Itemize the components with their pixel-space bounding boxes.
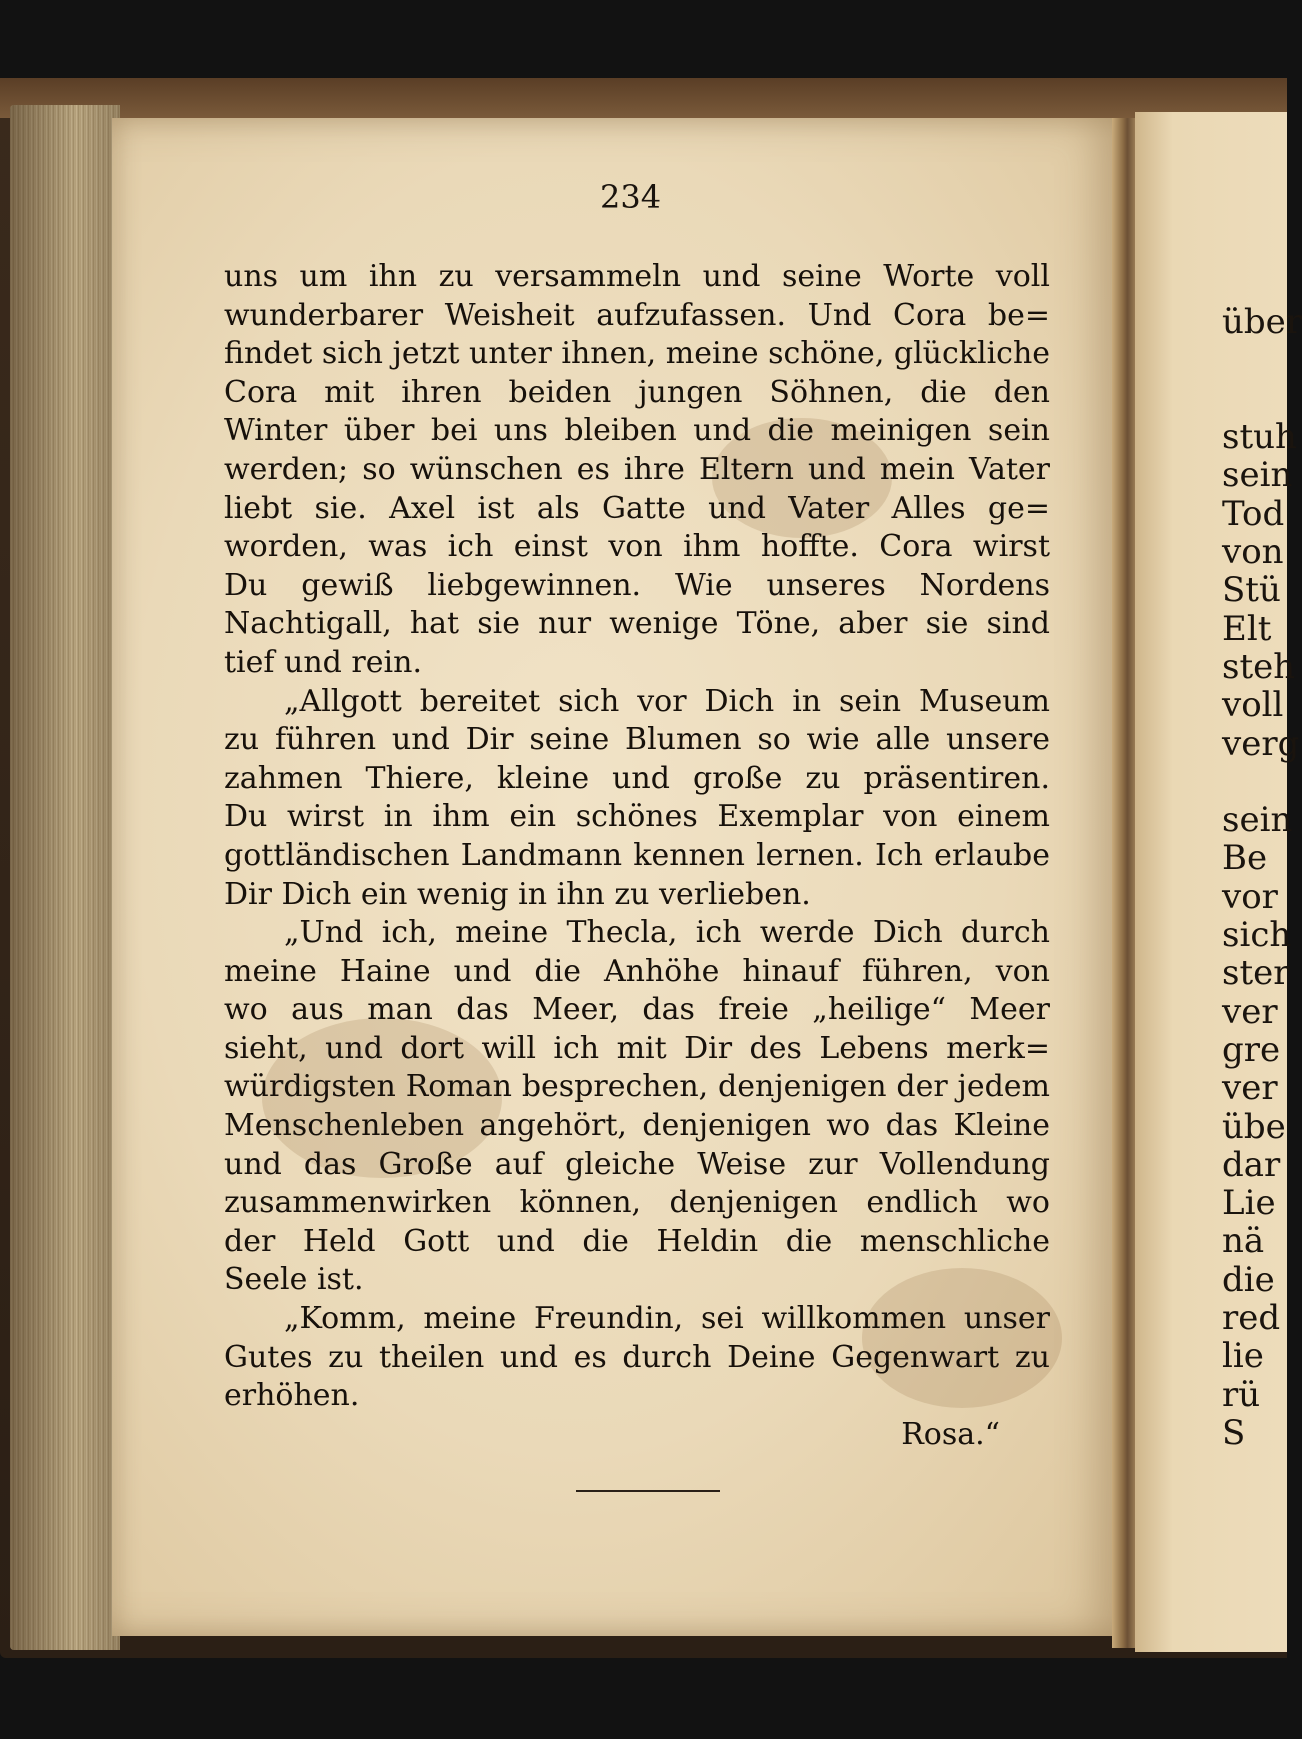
text-line: der Held Gott und die Heldin die menschliche — [224, 1223, 1050, 1259]
text-line: meine Haine und die Anhöhe hinauf führen, von — [224, 953, 1050, 989]
text-line: Du gewiß liebgewinnen. Wie unseres Nordens — [224, 567, 1050, 603]
right-page-line: von — [1222, 532, 1284, 573]
right-page-line — [1222, 342, 1287, 380]
text-line: Nachtigall, hat sie nur wenige Töne, aber sie sind — [224, 606, 1050, 642]
right-page-line: stuh — [1222, 417, 1297, 458]
text-line: worden, was ich einst von ihm hoffte. Cora wirst — [224, 529, 1050, 565]
text-line: „Allgott bereitet sich vor Dich in sein Museum — [284, 683, 1050, 719]
right-page-line: ver — [1222, 1068, 1278, 1109]
text-line: findet sich jetzt unter ihnen, meine schöne, glückliche — [224, 336, 1051, 372]
right-page-text — [1222, 265, 1302, 1453]
text-line: „Und ich, meine Thecla, ich werde Dich durch — [284, 915, 1050, 951]
right-page-line: Lie — [1222, 1183, 1276, 1224]
text-line: liebt sie. Axel ist als Gatte und Vater Alles ge= — [224, 490, 1050, 526]
text-line: wo aus man das Meer, das freie „heilige“ Meer — [224, 992, 1050, 1028]
section-divider-rule — [576, 1490, 720, 1492]
right-page-line: sein — [1222, 800, 1293, 841]
text-line: Du wirst in ihm ein schönes Exemplar von einem — [224, 799, 1050, 835]
text-line: gottländischen Landmann kennen lernen. Ich erlaube — [224, 837, 1050, 873]
right-page-line — [1222, 380, 1287, 418]
book-cover-top-edge — [0, 78, 1287, 118]
right-page-line: dar — [1222, 1144, 1281, 1185]
page-number: 234 — [600, 178, 662, 216]
right-page-line: die — [1222, 1259, 1275, 1300]
text-line: und das Große auf gleiche Weise zur Vollendung — [224, 1146, 1050, 1182]
right-page-line: ster — [1222, 953, 1290, 994]
body-text — [224, 258, 1050, 1454]
text-line: würdigsten Roman besprechen, denjenigen der jedem — [224, 1069, 1050, 1105]
text-line: zusammenwirken können, denjenigen endlich wo — [224, 1185, 1050, 1221]
right-page-line: red — [1222, 1298, 1281, 1339]
text-line: zahmen Thiere, kleine und große zu präsentiren. — [224, 760, 1050, 796]
right-page-line: steh — [1222, 646, 1296, 687]
right-page-line: Be — [1222, 838, 1268, 879]
right-page-line: rü — [1222, 1374, 1261, 1415]
right-page-line: Stü — [1222, 570, 1281, 611]
right-page-line: Tod — [1222, 493, 1285, 534]
right-page-line: verg — [1222, 723, 1300, 764]
text-line: Gutes zu theilen und es durch Deine Gegenwart zu — [224, 1339, 1050, 1375]
right-page-line: sein — [1222, 455, 1293, 496]
text-line: erhöhen. — [224, 1378, 360, 1414]
text-line: Cora mit ihren beiden jungen Söhnen, die den — [224, 374, 1050, 410]
text-line: uns um ihn zu versammeln und seine Worte voll — [224, 259, 1050, 294]
right-page-line: voll — [1222, 685, 1284, 726]
right-page-line — [1222, 265, 1287, 303]
right-page-line: übe — [1222, 1106, 1286, 1147]
right-page-line: sich — [1222, 915, 1292, 956]
right-page-line — [1222, 763, 1287, 801]
right-page-line: S — [1222, 1412, 1246, 1453]
right-page-line: über — [1222, 302, 1302, 343]
right-page-line: Elt — [1222, 608, 1272, 649]
text-line: Seele ist. — [224, 1262, 364, 1298]
right-page-line: vor — [1222, 876, 1278, 917]
text-line: „Komm, meine Freundin, sei willkommen unser — [284, 1301, 1050, 1337]
text-line: Dir Dich ein wenig in ihn zu verlieben. — [224, 876, 811, 912]
text-line: wunderbarer Weisheit aufzufassen. Und Cora be= — [224, 297, 1050, 333]
text-line: sieht, und dort will ich mit Dir des Lebens merk= — [224, 1030, 1050, 1066]
text-line: werden; so wünschen es ihre Eltern und mein Vater — [224, 451, 1050, 487]
text-line: Menschenleben angehört, denjenigen wo das Kleine — [224, 1108, 1050, 1144]
page-edges-shadow — [10, 105, 120, 1650]
right-page-line: gre — [1222, 1029, 1281, 1070]
text-line: zu führen und Dir seine Blumen so wie alle unsere — [224, 722, 1050, 758]
right-page-line: nä — [1222, 1221, 1265, 1262]
text-line: Winter über bei uns bleiben und die meinigen sein — [224, 413, 1050, 449]
signature-line: Rosa.“ — [901, 1416, 1000, 1452]
text-line: tief und rein. — [224, 644, 422, 680]
right-page-line: lie — [1222, 1336, 1264, 1377]
right-page-line: ver — [1222, 991, 1278, 1032]
